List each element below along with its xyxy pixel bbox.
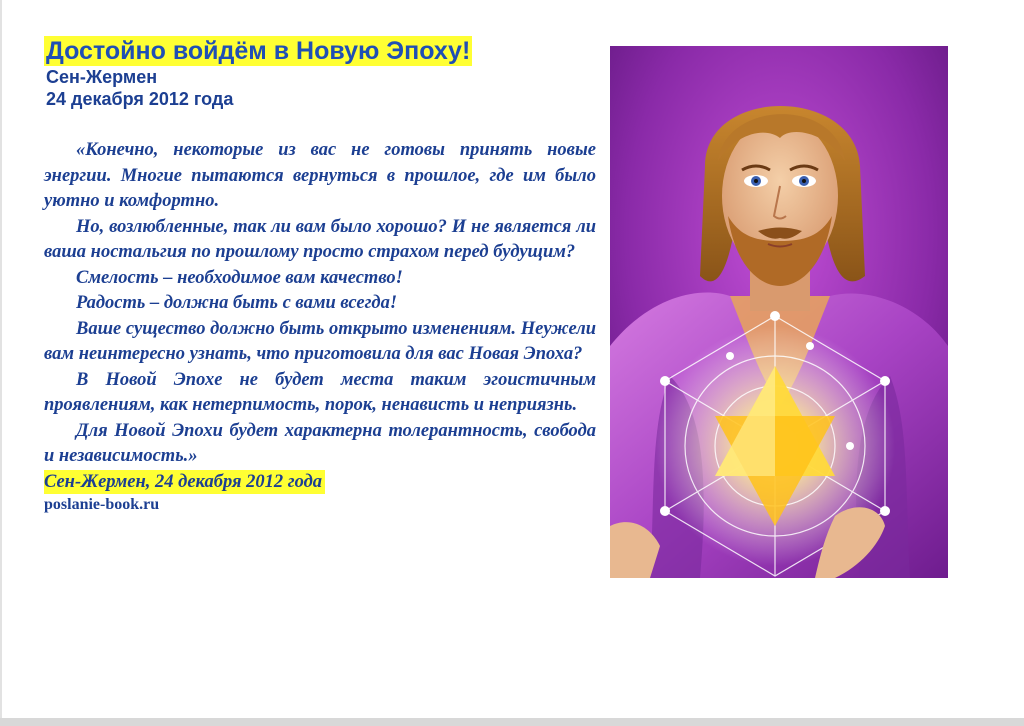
signature-line: Сен-Жермен, 24 декабря 2012 года: [44, 470, 325, 494]
quote-paragraph: Ваше существо должно быть открыто изменениям. Неужели вам неинтересно узнать, что приготовила для вас Новая Эпоха?: [44, 318, 596, 364]
quote-paragraph: Но, возлюбленные, так ли вам было хорошо? И не является ли ваша ностальгия по прошлому просто страхом перед будущим?: [44, 216, 596, 262]
message-quote: [44, 138, 596, 470]
author-line: Сен-Жермен: [46, 67, 158, 87]
page-title: Достойно войдём в Новую Эпоху!: [46, 37, 471, 65]
quote-paragraph: Для Новой Эпохи будет характерна толерантность, свобода и независимость.»: [44, 420, 596, 466]
quote-paragraph: «Конечно, некоторые из вас не готовы принять новые энергии. Многие пытаются вернуться в прошлое, где им было уютно и комфортно.: [44, 140, 596, 211]
portrait-illustration: [610, 46, 948, 578]
date-line: 24 декабря 2012 года: [46, 89, 234, 109]
page-border-bottom: [0, 718, 1024, 726]
quote-paragraph: В Новой Эпохе не будет места таким эгоистичным проявлениям, как нетерпимость, порок, ненависть и неприязнь.: [44, 369, 596, 415]
quote-paragraph: Радость – должна быть с вами всегда!: [76, 293, 398, 313]
text-column: [44, 36, 596, 516]
portrait-image: [610, 46, 948, 578]
quote-paragraph: Смелость – необходимое вам качество!: [76, 267, 403, 288]
page-border-left: [0, 0, 2, 726]
source-site: poslanie-book.ru: [44, 495, 160, 513]
